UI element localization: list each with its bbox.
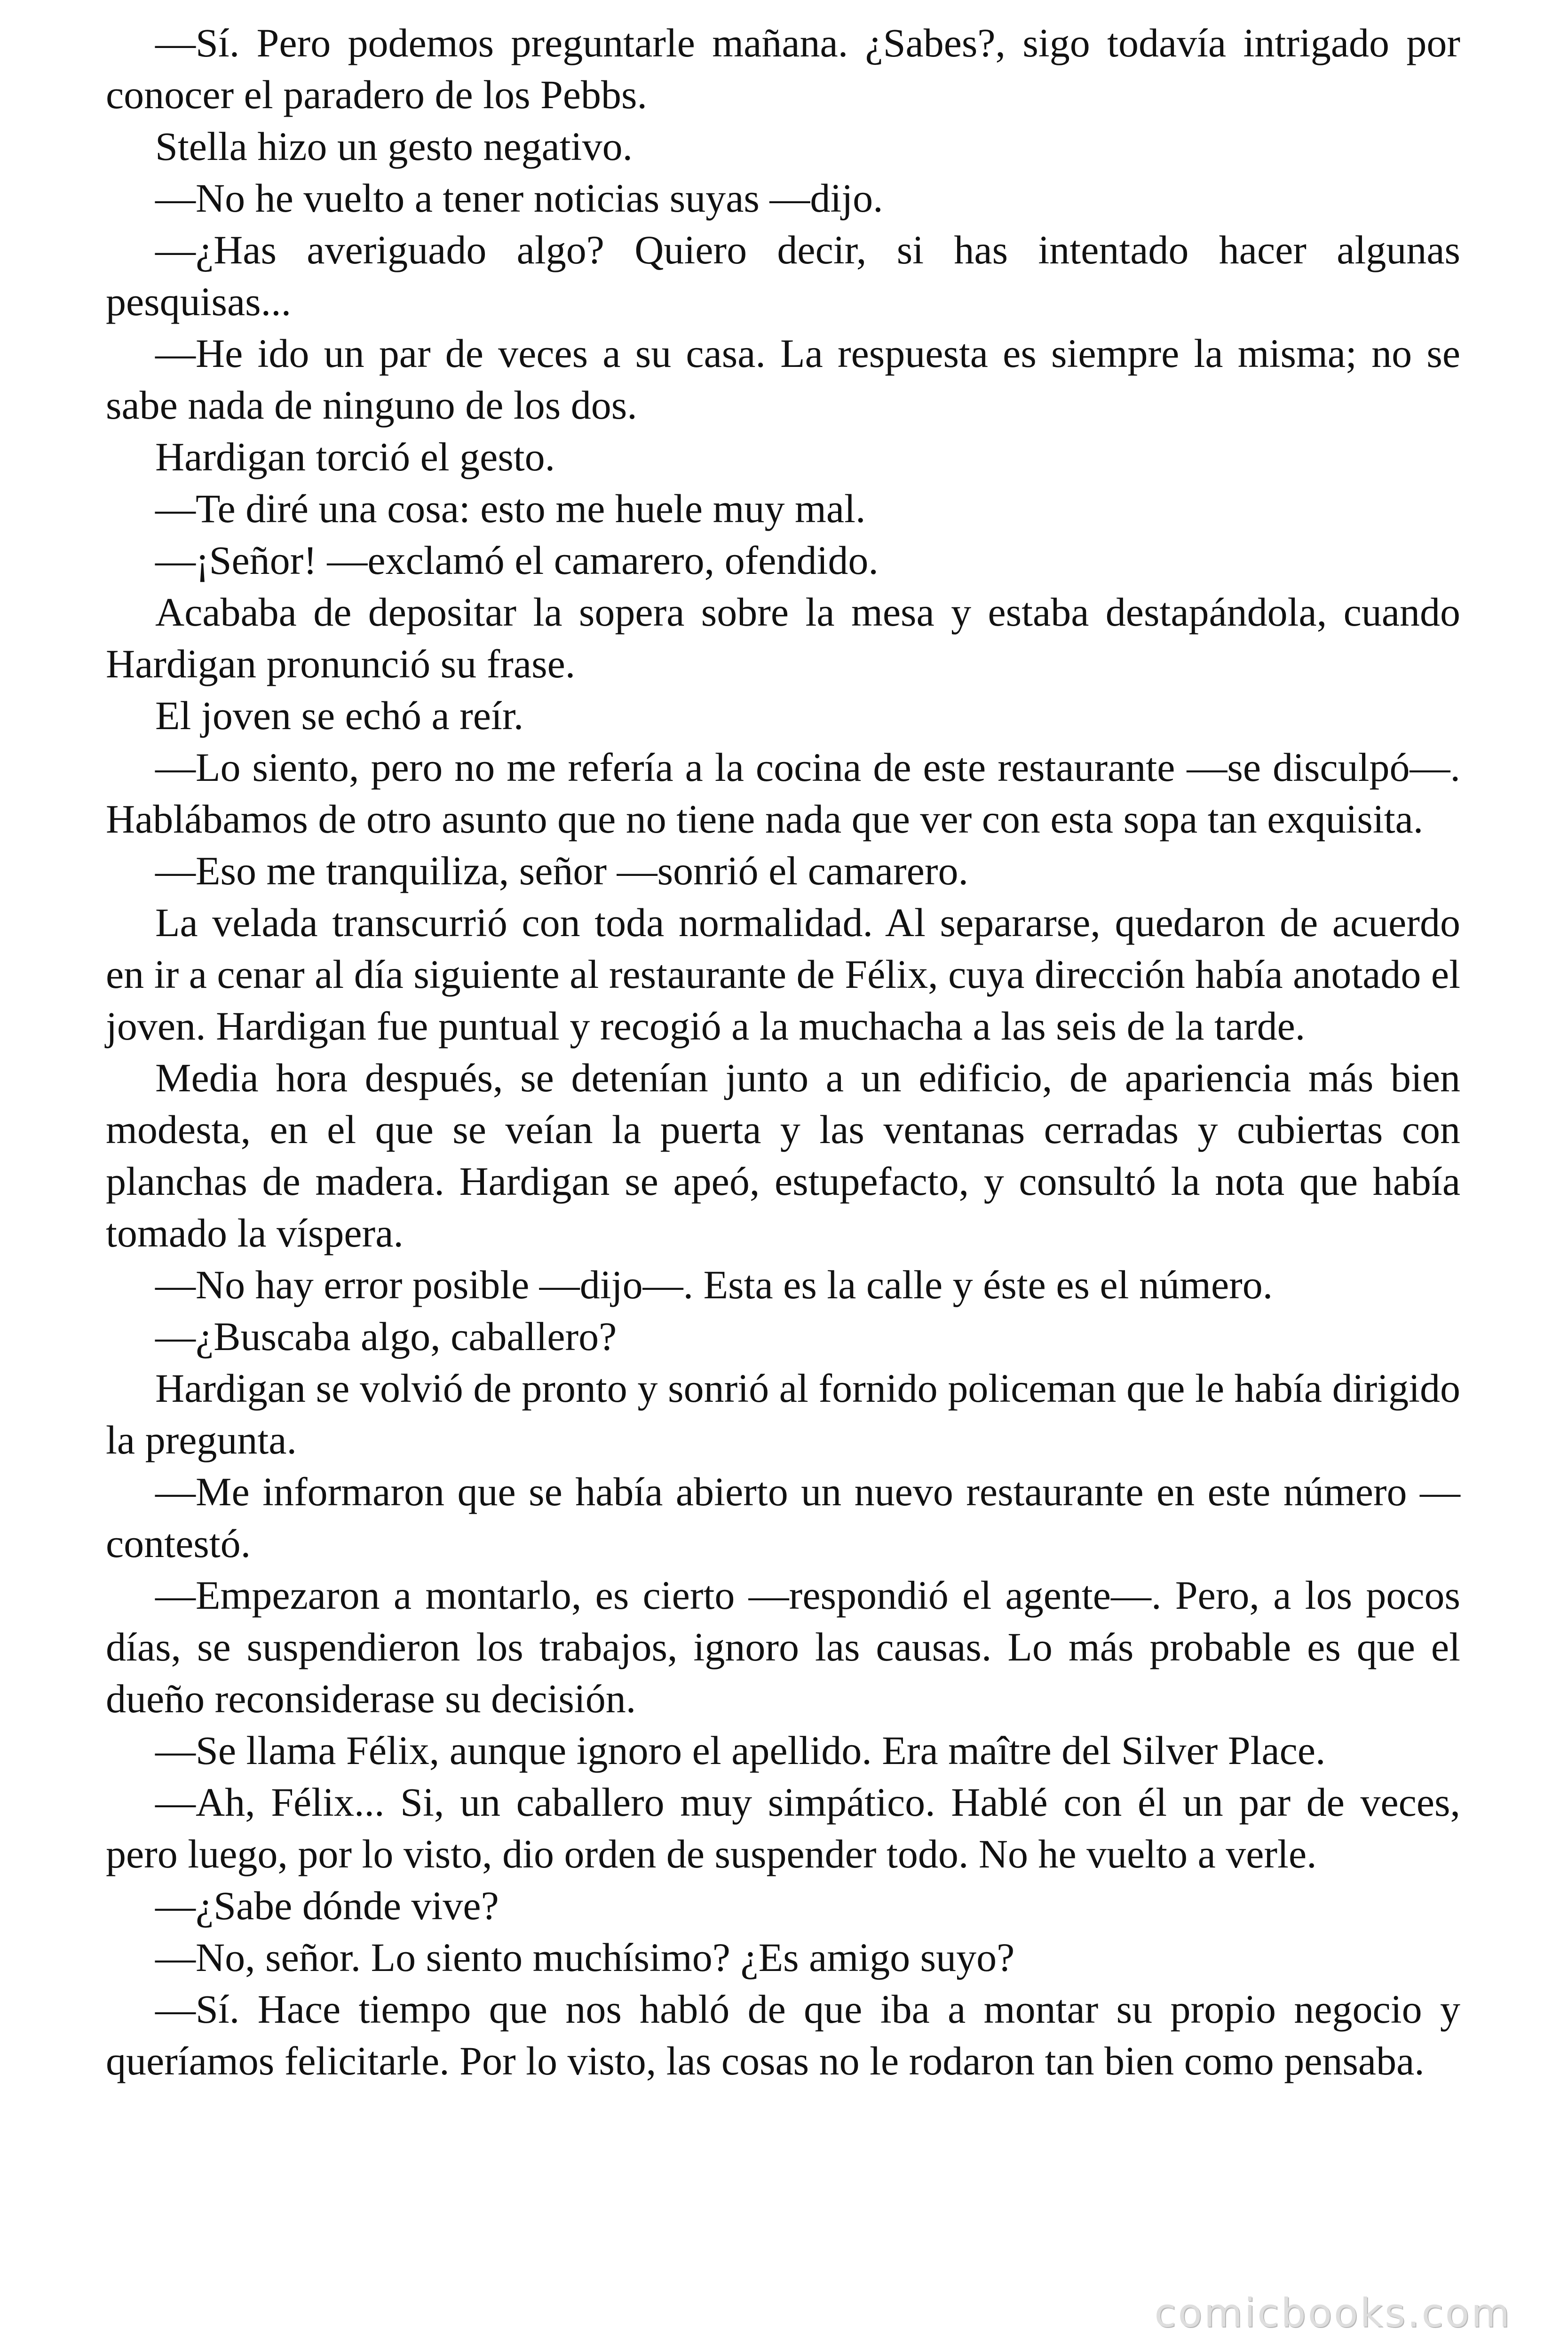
paragraph: Acababa de depositar la sopera sobre la mesa y estaba destapándola, cuando Hardigan pronunció su frase.: [106, 589, 1460, 686]
paragraph: —No, señor. Lo siento muchísimo? ¿Es amigo suyo?: [155, 1935, 1015, 1980]
paragraph: Hardigan torció el gesto.: [155, 434, 555, 479]
paragraph: —Eso me tranquiliza, señor —sonrió el camarero.: [155, 848, 968, 893]
paragraph: —Ah, Félix... Si, un caballero muy simpático. Hablé con él un par de veces, pero luego, por lo visto, dio orden de suspender todo. No he vuelto a verle.: [106, 1780, 1460, 1876]
page-text: [106, 17, 1460, 2087]
paragraph: —Se llama Félix, aunque ignoro el apellido. Era maître del Silver Place.: [155, 1728, 1326, 1773]
paragraph: —Me informaron que se había abierto un nuevo restaurante en este número —contestó.: [106, 1469, 1460, 1566]
paragraph: —No hay error posible —dijo—. Esta es la calle y éste es el número.: [155, 1262, 1273, 1307]
paragraph: —Sí. Pero podemos preguntarle mañana. ¿Sabes?, sigo todavía intrigado por conocer el paradero de los Pebbs.: [106, 20, 1460, 117]
paragraph: —He ido un par de veces a su casa. La respuesta es siempre la misma; no se sabe nada de ninguno de los dos.: [106, 331, 1460, 428]
paragraph: —No he vuelto a tener noticias suyas —dijo.: [155, 175, 883, 221]
paragraph: —¡Señor! —exclamó el camarero, ofendido.: [155, 538, 879, 583]
paragraph: —Te diré una cosa: esto me huele muy mal.: [155, 486, 866, 531]
paragraph: —¿Buscaba algo, caballero?: [155, 1314, 617, 1359]
paragraph: Media hora después, se detenían junto a un edificio, de apariencia más bien modesta, en el que se veían la puerta y las ventanas cerradas y cubiertas con planchas de madera. Hardigan se apeó, estupefacto, y consultó la nota que había tomado la víspera.: [106, 1055, 1460, 1255]
paragraph: —Lo siento, pero no me refería a la cocina de este restaurante —se disculpó—. Hablábamos de otro asunto que no tiene nada que ver con esta sopa tan exquisita.: [106, 745, 1460, 842]
paragraph: La velada transcurrió con toda normalidad. Al separarse, quedaron de acuerdo en ir a cenar al día siguiente al restaurante de Félix, cuya dirección había anotado el joven. Hardigan fue puntual y recogió a la muchacha a las seis de la tarde.: [106, 900, 1460, 1049]
paragraph: —Empezaron a montarlo, es cierto —respondió el agente—. Pero, a los pocos días, se suspendieron los trabajos, ignoro las causas. Lo más probable es que el dueño reconsiderase su decisión.: [106, 1573, 1460, 1721]
paragraph: El joven se echó a reír.: [155, 693, 524, 738]
paragraph: Stella hizo un gesto negativo.: [155, 124, 633, 169]
watermark: comicbooks.com: [1154, 2290, 1512, 2336]
paragraph: —Sí. Hace tiempo que nos habló de que iba a montar su propio negocio y queríamos felicitarle. Por lo visto, las cosas no le rodaron tan bien como pensaba.: [106, 1986, 1460, 2083]
paragraph: Hardigan se volvió de pronto y sonrió al fornido policeman que le había dirigido la pregunta.: [106, 1366, 1460, 1462]
paragraph: —¿Has averiguado algo? Quiero decir, si has intentado hacer algunas pesquisas...: [106, 227, 1460, 324]
paragraph: —¿Sabe dónde vive?: [155, 1883, 499, 1928]
